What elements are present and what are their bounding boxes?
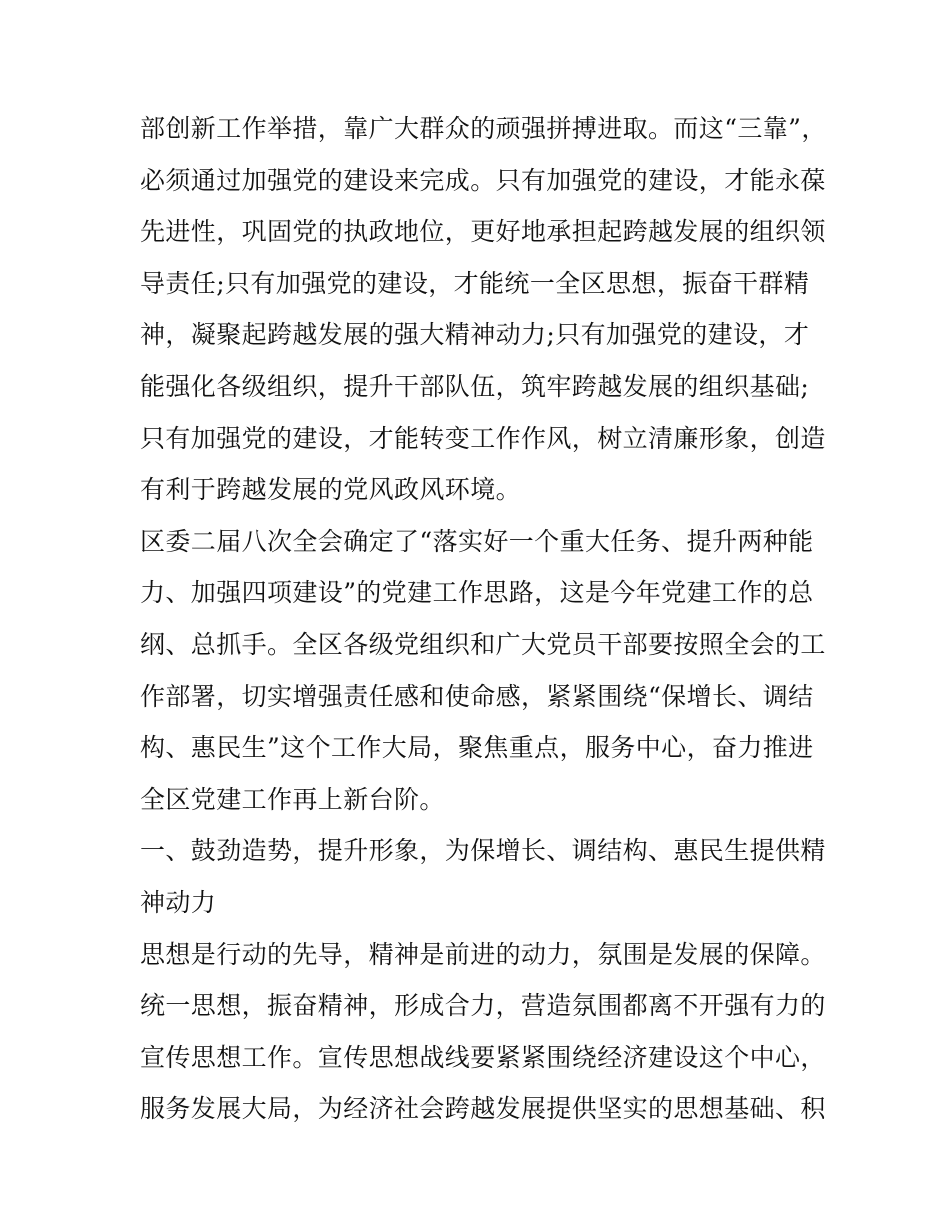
section-heading-line: 一、鼓劲造势，提升形象，为保增长、调结构、惠民生提供精 [140,836,826,866]
text-line: 区委二届八次全会确定了“落实好一个重大任务、提升两种能 [140,526,814,556]
text-line: 宣传思想工作。宣传思想战线要紧紧围绕经济建设这个中心， [140,1042,826,1072]
text-line: 部创新工作举措，靠广大群众的顽强拼搏进取。而这“三靠”， [140,114,827,143]
text-line: 纲、总抓手。全区各级党组织和广大党员干部要按照全会的工 [140,629,826,659]
text-line: 全区党建工作再上新台阶。 [140,784,445,814]
document-body [140,103,827,1135]
section-heading-line: 神动力 [140,887,217,917]
text-line: 只有加强党的建设，才能转变工作作风，树立清廉形象，创造 [140,423,826,453]
text-line: 神，凝聚起跨越发展的强大精神动力;只有加强党的建设，才 [140,320,810,350]
text-line: 统一思想，振奋精神，形成合力，营造氛围都离不开强有力的 [140,991,826,1021]
text-line: 服务发展大局，为经济社会跨越发展提供坚实的思想基础、积 [140,1094,826,1124]
text-line: 作部署，切实增强责任感和使命感，紧紧围绕“保增长、调结 [140,681,814,711]
text-line: 必须通过加强党的建设来完成。只有加强党的建设，才能永葆 [140,165,826,195]
text-line: 力、加强四项建设”的党建工作思路，这是今年党建工作的总 [140,578,814,608]
text-line: 先进性，巩固党的执政地位，更好地承担起跨越发展的组织领 [140,217,826,247]
text-line: 导责任;只有加强党的建设，才能统一全区思想，振奋干群精 [140,268,810,298]
text-line: 构、惠民生”这个工作大局，聚焦重点，服务中心，奋力推进 [140,733,814,763]
text-line: 有利于跨越发展的党风政风环境。 [140,475,522,505]
text-line: 能强化各级组织，提升干部队伍，筑牢跨越发展的组织基础; [140,371,810,401]
text-line: 思想是行动的先导，精神是前进的动力，氛围是发展的保障。 [140,939,826,969]
